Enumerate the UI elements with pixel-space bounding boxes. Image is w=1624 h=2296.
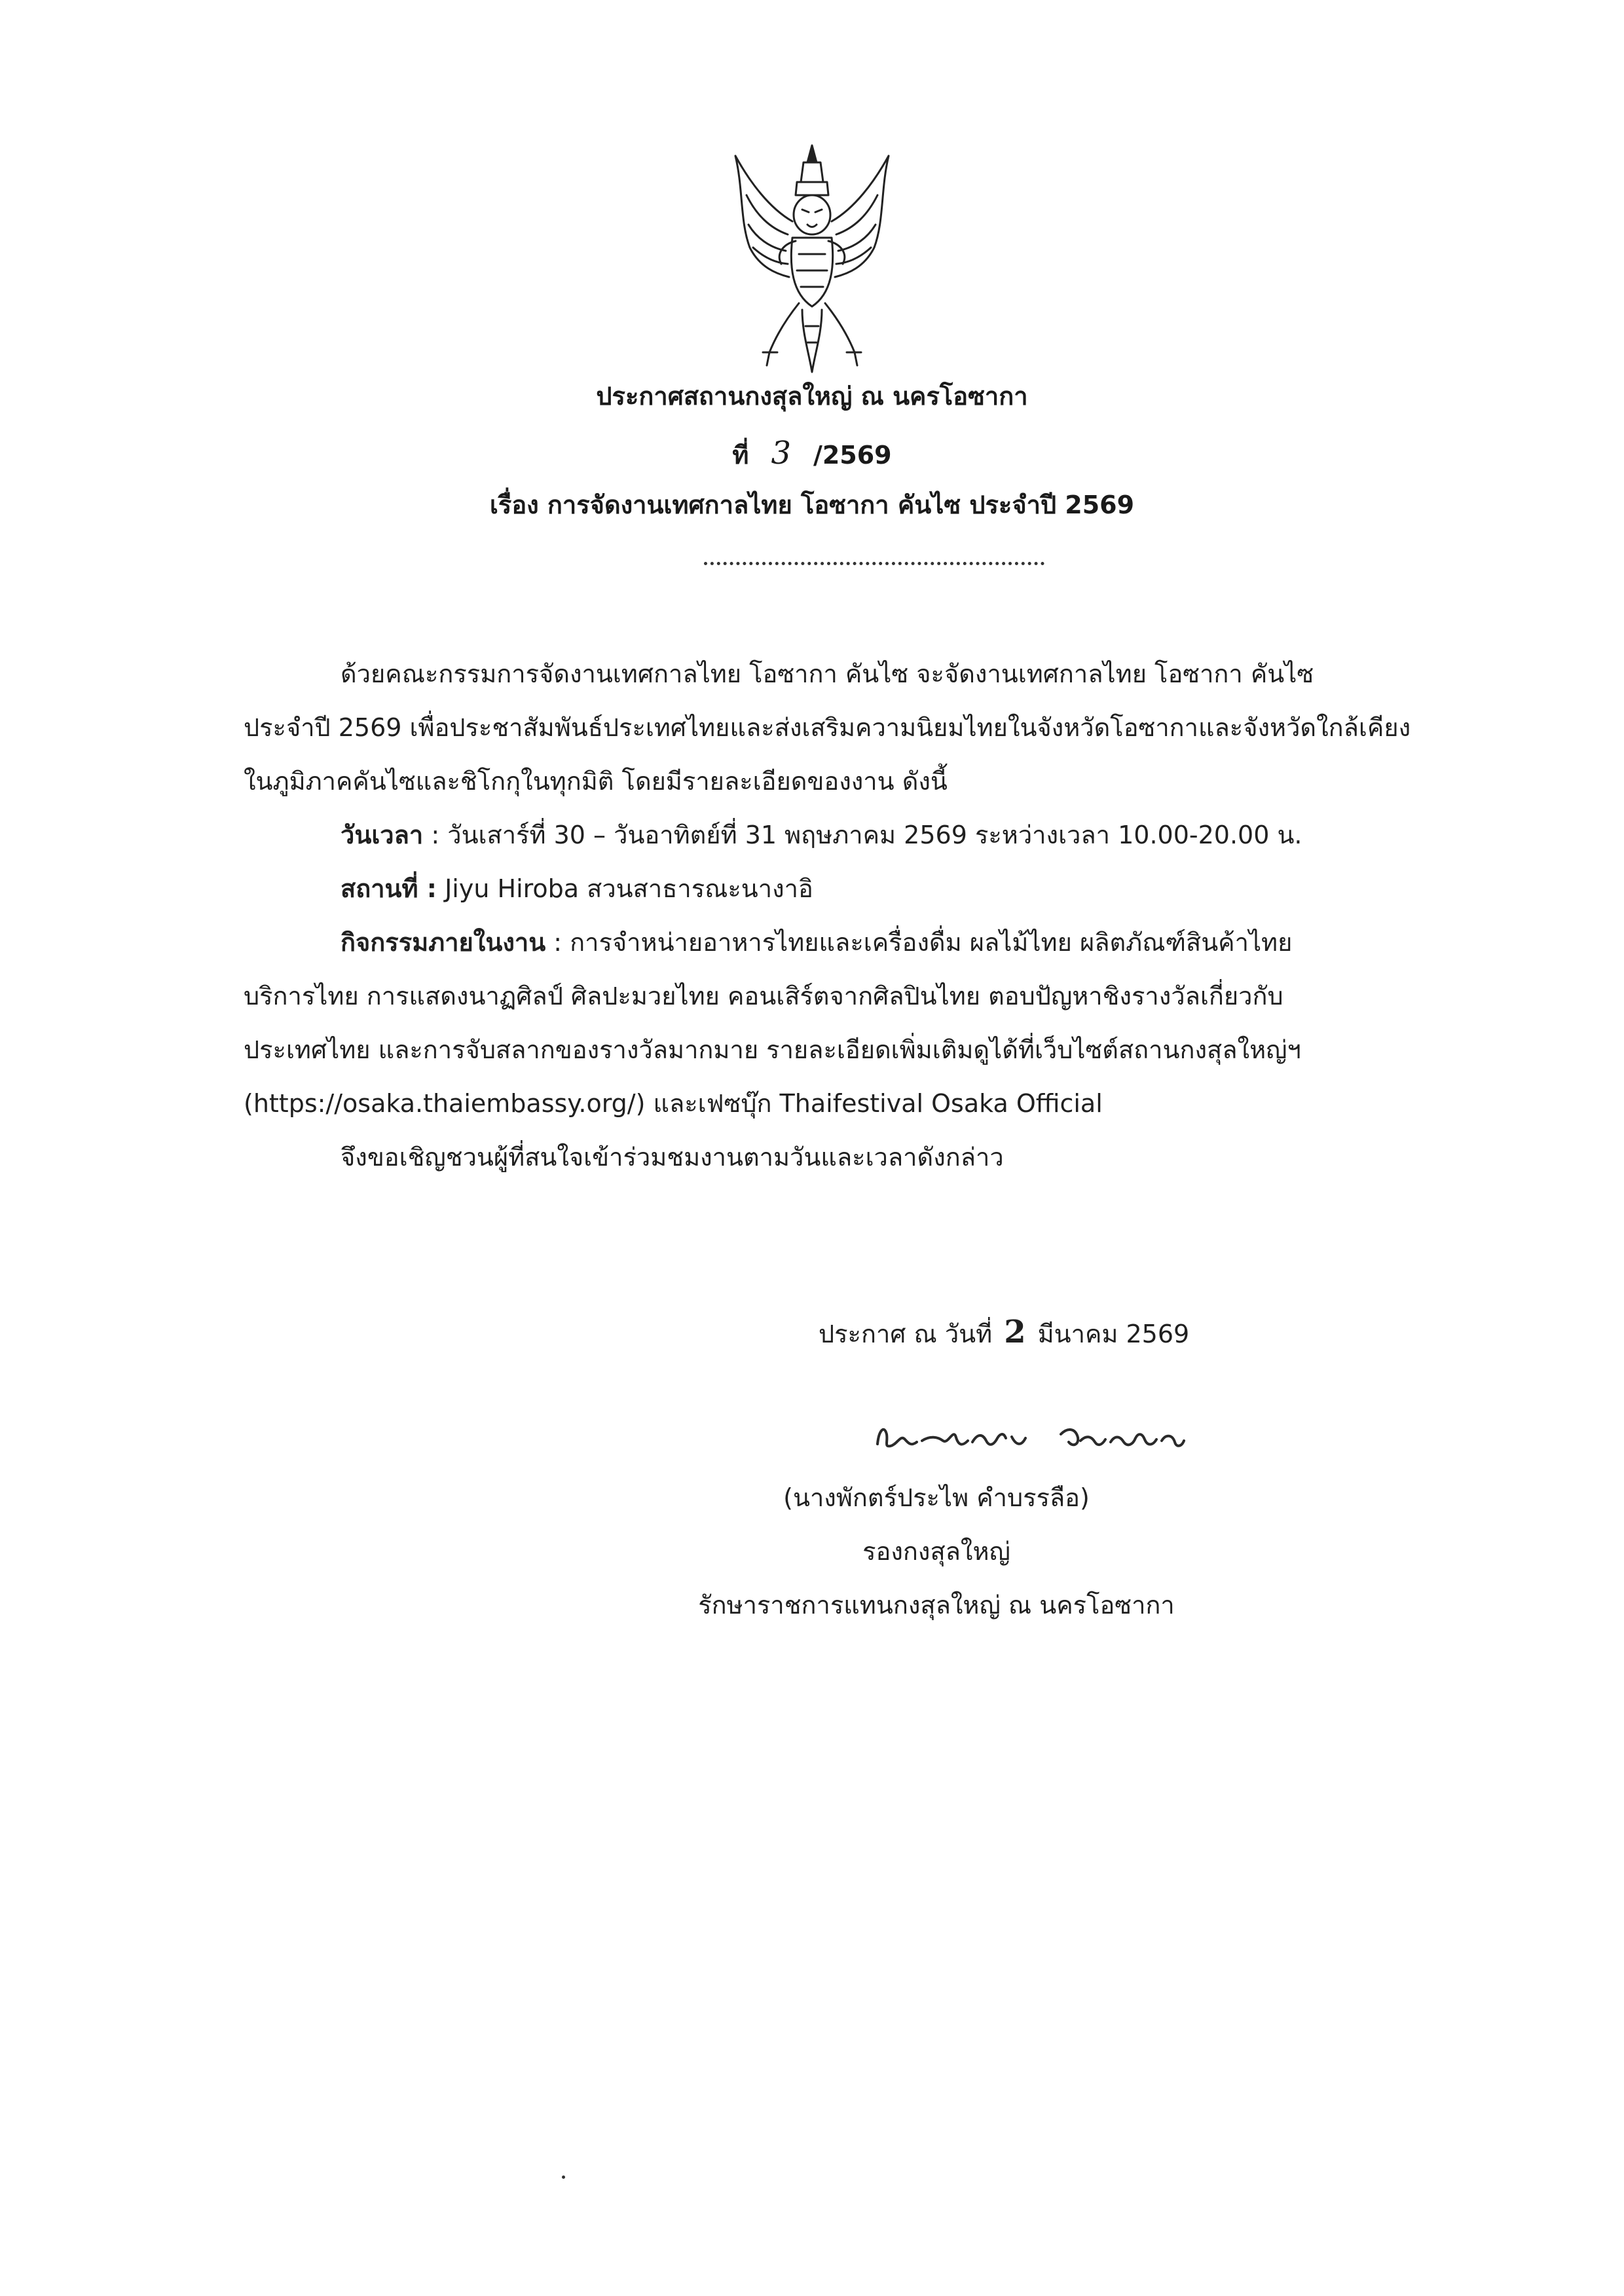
- activities-line-1: [341, 930, 1292, 955]
- datetime-label: วันเวลา: [341, 821, 424, 849]
- announcement-number: [0, 435, 1624, 472]
- closing-line: จึงขอเชิญชวนผู้ที่สนใจเข้าร่วมชมงานตามวันและเวลาดังกล่าว: [341, 1143, 1004, 1172]
- activities-line-4: (https://osaka.thaiembassy.org/) และเฟซบุ๊ก Thaifestival Osaka Official: [244, 1089, 1103, 1118]
- scan-speck: [562, 2176, 565, 2179]
- venue-line: [341, 876, 813, 901]
- datetime-value: : วันเสาร์ที่ 30 – วันอาทิตย์ที่ 31 พฤษภาคม 2569 ระหว่างเวลา 10.00-20.00 น.: [423, 821, 1302, 849]
- number-prefix: ที่: [732, 441, 749, 470]
- handwritten-day: 2: [1004, 1314, 1026, 1350]
- activities-line-2: บริการไทย การแสดงนาฏศิลป์ ศิลปะมวยไทย คอนเสิร์ตจากศิลปินไทย ตอบปัญหาชิงรางวัลเกี่ยวกับ: [244, 982, 1283, 1010]
- datetime-line: [341, 823, 1302, 847]
- date-prefix: ประกาศ ณ วันที่: [819, 1320, 993, 1348]
- number-suffix: /2569: [813, 441, 892, 470]
- date-month-year: มีนาคม 2569: [1037, 1320, 1190, 1348]
- announcement-date: [819, 1316, 1189, 1348]
- announcement-title: ประกาศสถานกงสุลใหญ่ ณ นครโอซากา: [596, 382, 1028, 411]
- activities-line-3: ประเทศไทย และการจับสลากของรางวัลมากมาย รายละเอียดเพิ่มเติมดูได้ที่เว็บไซต์สถานกงสุลใหญ่ฯ: [244, 1035, 1301, 1064]
- paragraph-1-line-1: ด้วยคณะกรรมการจัดงานเทศกาลไทย โอซากา คันไซ จะจัดงานเทศกาลไทย โอซากา คันไซ: [341, 659, 1314, 688]
- paragraph-1-line-2: ประจำปี 2569 เพื่อประชาสัมพันธ์ประเทศไทยและส่งเสริมความนิยมไทยในจังหวัดโอซากาและจังหวัดใกล้เคียง: [244, 713, 1411, 742]
- signatory-name: (นางพักตร์ประไพ คำบรรลือ): [783, 1483, 1090, 1512]
- handwritten-signature: [864, 1408, 1205, 1460]
- activities-text-1: : การจำหน่ายอาหารไทยและเครื่องดื่ม ผลไม้ไทย ผลิตภัณฑ์สินค้าไทย: [545, 928, 1293, 957]
- announcement-subject: เรื่อง การจัดงานเทศกาลไทย โอซากา คันไซ ประจำปี 2569: [489, 491, 1135, 519]
- activities-label: กิจกรรมภายในงาน: [341, 928, 546, 957]
- garuda-emblem: [724, 143, 900, 379]
- venue-label: สถานที่ :: [341, 874, 437, 903]
- paragraph-1-line-3: ในภูมิภาคคันไซและชิโกกุในทุกมิติ โดยมีรายละเอียดของงาน ดังนี้: [244, 767, 948, 796]
- dotted-divider: [704, 562, 1044, 565]
- signatory-position-1: รองกงสุลใหญ่: [862, 1537, 1010, 1566]
- signatory-position-2: รักษาราชการแทนกงสุลใหญ่ ณ นครโอซากา: [698, 1591, 1175, 1620]
- venue-value: Jiyu Hiroba สวนสาธารณะนางาอิ: [437, 874, 813, 903]
- handwritten-number: 3: [771, 435, 791, 472]
